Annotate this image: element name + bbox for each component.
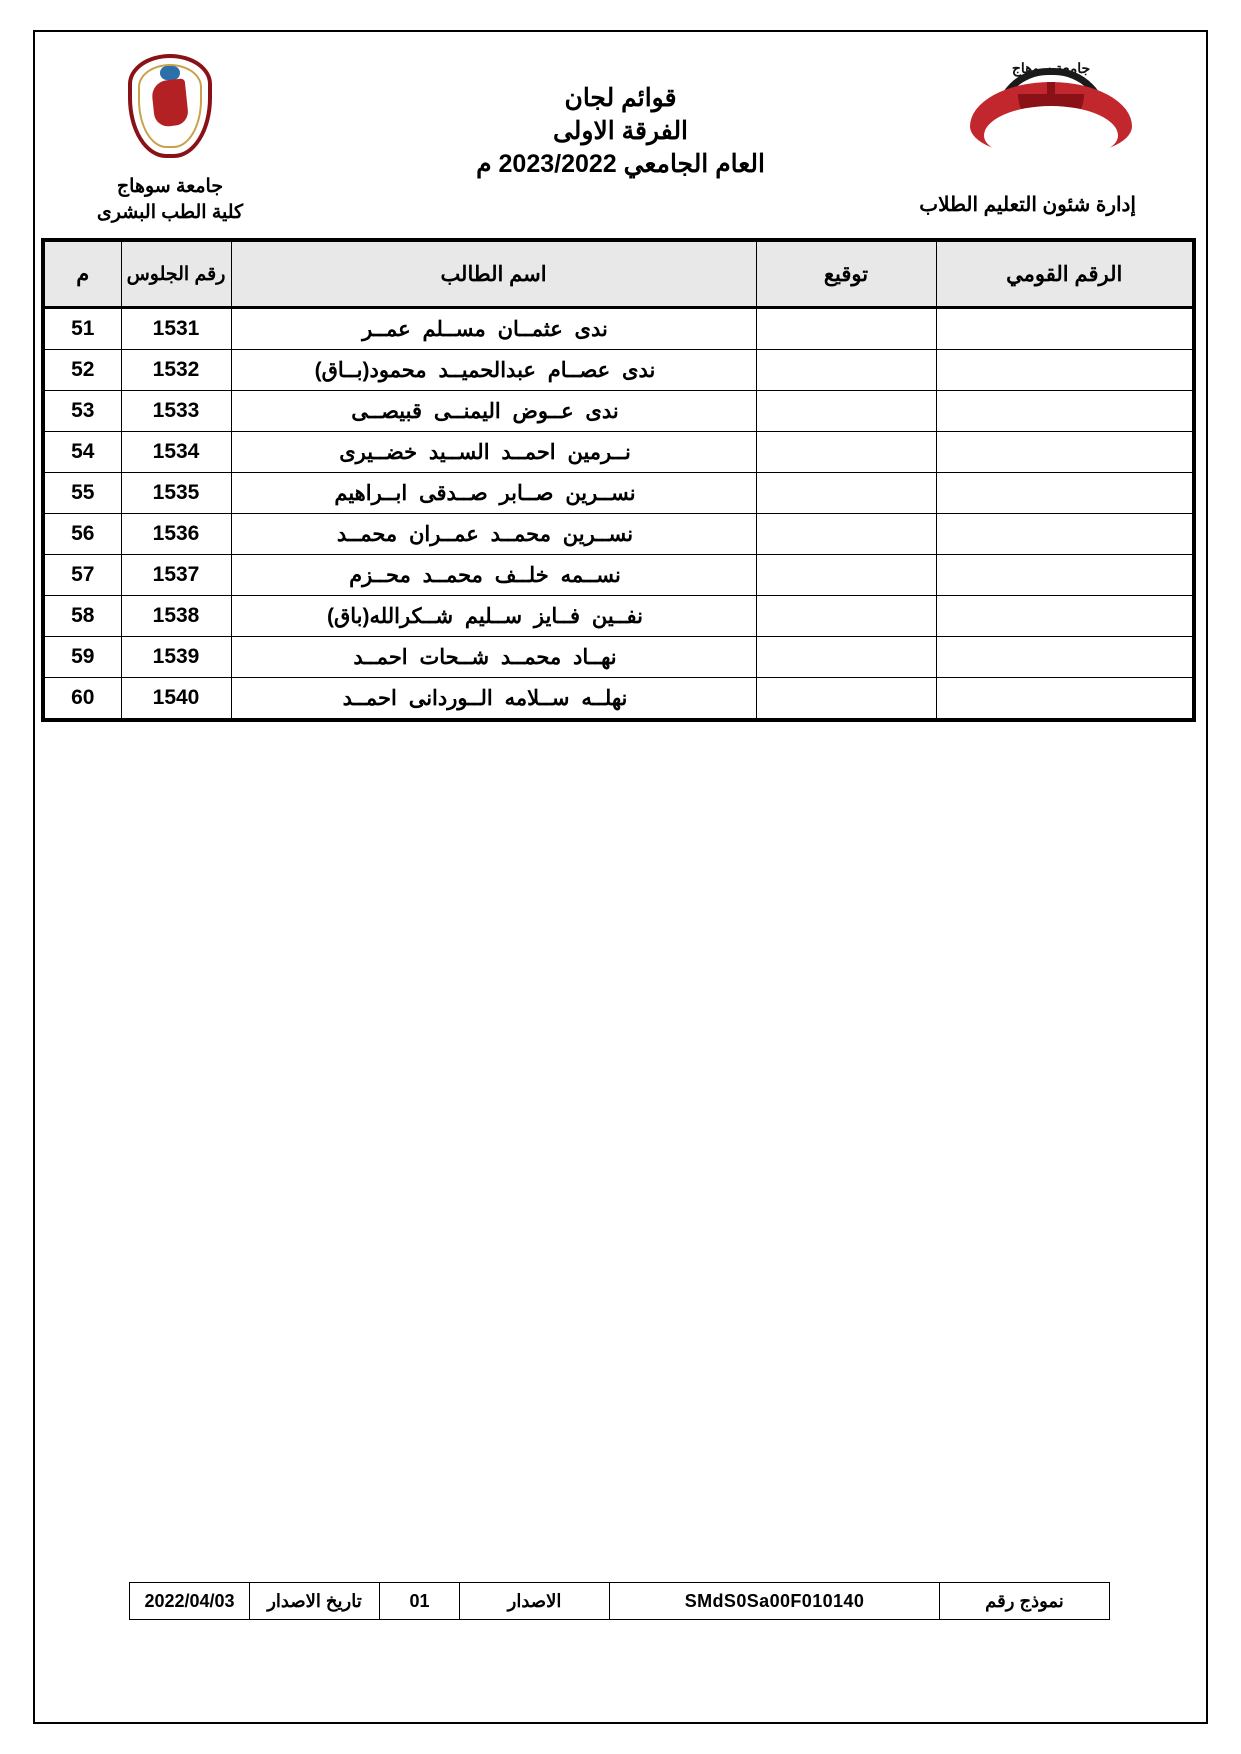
cell-index: 55	[43, 473, 121, 514]
cell-signature[interactable]	[756, 308, 936, 350]
footer-edition-value: 01	[380, 1583, 460, 1620]
cell-index: 60	[43, 678, 121, 721]
cell-seat-no: 1540	[121, 678, 231, 721]
footer-row	[130, 1583, 1110, 1620]
table-row	[43, 432, 1194, 473]
cell-seat-no: 1536	[121, 514, 231, 555]
cell-seat-no: 1532	[121, 350, 231, 391]
document-header	[45, 42, 1196, 222]
footer-edition-date-label: تاريخ الاصدار	[250, 1583, 380, 1620]
cell-student-name: نســرين محمــد عمــران محمــد	[231, 514, 756, 555]
cell-student-name: نــرمين احمــد الســيد خضــيرى	[231, 432, 756, 473]
column-header-seat-no: رقم الجلوس	[121, 240, 231, 308]
title-line-3: العام الجامعي 2023/2022 م	[476, 150, 765, 178]
footer-form-code: SMdS0Sa00F010140	[610, 1583, 940, 1620]
footer-form-no-label: نموذج رقم	[940, 1583, 1110, 1620]
emblem-crest-dot	[160, 66, 180, 80]
cell-student-name: نهــاد محمــد شــحات احمــد	[231, 637, 756, 678]
cell-national-id[interactable]	[936, 514, 1194, 555]
cell-index: 54	[43, 432, 121, 473]
table-row	[43, 350, 1194, 391]
cell-seat-no: 1535	[121, 473, 231, 514]
cell-student-name: نســمه خلــف محمــد محــزم	[231, 555, 756, 596]
cell-signature[interactable]	[756, 391, 936, 432]
cell-signature[interactable]	[756, 350, 936, 391]
cell-index: 59	[43, 637, 121, 678]
cell-signature[interactable]	[756, 596, 936, 637]
cell-signature[interactable]	[756, 432, 936, 473]
faculty-logo-caption: كلية الطلاب	[1014, 140, 1088, 157]
cell-index: 52	[43, 350, 121, 391]
cell-index: 58	[43, 596, 121, 637]
cell-student-name: ندى عصــام عبدالحميــد محمود(بــاق)	[231, 350, 756, 391]
cell-student-name: نهلــه ســلامه الــوردانى احمــد	[231, 678, 756, 721]
title-line-2: الفرقة الاولى	[552, 117, 689, 145]
cell-national-id[interactable]	[936, 555, 1194, 596]
cell-student-name: نفــين فــايز ســليم شــكرالله(باق)	[231, 596, 756, 637]
cell-seat-no: 1538	[121, 596, 231, 637]
department-name: إدارة شئون التعليم الطلاب	[919, 194, 1136, 216]
students-table-wrapper	[45, 238, 1196, 722]
cell-index: 57	[43, 555, 121, 596]
footer-edition-label: الاصدار	[460, 1583, 610, 1620]
emblem-figure	[151, 78, 190, 127]
cell-signature[interactable]	[756, 514, 936, 555]
cell-signature[interactable]	[756, 473, 936, 514]
cell-seat-no: 1531	[121, 308, 231, 350]
cell-signature[interactable]	[756, 555, 936, 596]
footer-table	[129, 1582, 1110, 1620]
table-row	[43, 555, 1194, 596]
emblem-shape	[120, 54, 220, 172]
cell-national-id[interactable]	[936, 637, 1194, 678]
sohag-university-emblem	[105, 54, 235, 179]
table-row	[43, 596, 1194, 637]
cell-seat-no: 1533	[121, 391, 231, 432]
faculty-name: كلية الطب البشرى	[96, 202, 244, 223]
column-header-student-name: اسم الطالب	[231, 240, 756, 308]
cell-student-name: نســرين صــابر صــدقى ابــراهيم	[231, 473, 756, 514]
faculty-logo-top-text: جامعة سوهاج	[1011, 60, 1091, 76]
cell-national-id[interactable]	[936, 678, 1194, 721]
university-name: جامعة سوهاج	[116, 176, 224, 197]
cell-national-id[interactable]	[936, 350, 1194, 391]
cell-index: 53	[43, 391, 121, 432]
cell-seat-no: 1537	[121, 555, 231, 596]
cell-index: 56	[43, 514, 121, 555]
table-row	[43, 678, 1194, 721]
cell-index: 51	[43, 308, 121, 350]
table-row	[43, 391, 1194, 432]
cell-national-id[interactable]	[936, 308, 1194, 350]
table-row	[43, 473, 1194, 514]
cell-national-id[interactable]	[936, 391, 1194, 432]
cell-seat-no: 1534	[121, 432, 231, 473]
column-header-national-id: الرقم القومي	[936, 240, 1194, 308]
footer-edition-date-value: 2022/04/03	[130, 1583, 250, 1620]
document-footer	[130, 1582, 1110, 1620]
cell-national-id[interactable]	[936, 596, 1194, 637]
cell-national-id[interactable]	[936, 432, 1194, 473]
table-row	[43, 308, 1194, 350]
column-header-signature: توقيع	[756, 240, 936, 308]
cell-national-id[interactable]	[936, 473, 1194, 514]
table-header-row	[43, 240, 1194, 308]
students-table-body	[43, 308, 1194, 721]
column-header-index: م	[43, 240, 121, 308]
students-table	[41, 238, 1196, 722]
cell-seat-no: 1539	[121, 637, 231, 678]
cell-signature[interactable]	[756, 637, 936, 678]
cell-student-name: ندى عــوض اليمنــى قبيصــى	[231, 391, 756, 432]
cell-student-name: ندى عثمــان مســلم عمــر	[231, 308, 756, 350]
title-line-1: قوائم لجان	[564, 84, 677, 112]
table-row	[43, 514, 1194, 555]
table-row	[43, 637, 1194, 678]
cell-signature[interactable]	[756, 678, 936, 721]
